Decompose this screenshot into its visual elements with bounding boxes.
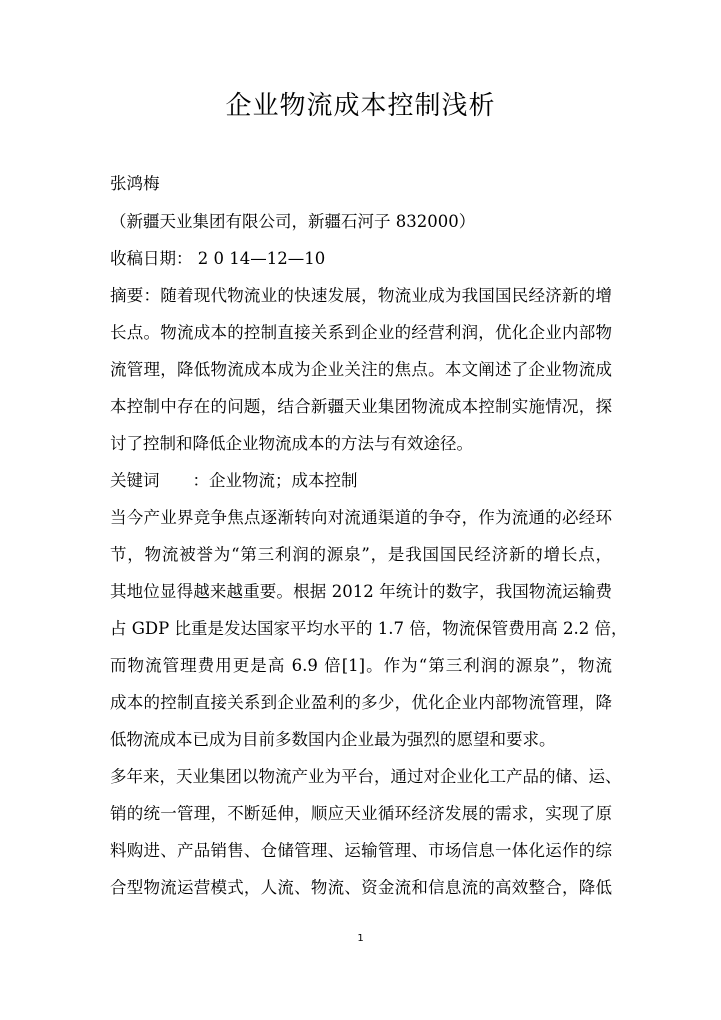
paragraph-line: 销的统一管理，不断延伸，顺应天业循环经济发展的需求，实现了原 — [110, 804, 612, 823]
author-name: 张鸿梅 — [110, 174, 160, 193]
abstract-line: 摘要：随着现代物流业的快速发展，物流业成为我国国民经济新的增 — [110, 286, 612, 305]
paragraph-line: 节，物流被誉为“第三利润的源泉”，是我国国民经济新的增长点， — [110, 545, 612, 564]
paragraph-line: 当今产业界竞争焦点逐渐转向对流通渠道的争夺，作为流通的必经环 — [110, 508, 612, 527]
paragraph-line: 合型物流运营模式，人流、物流、资金流和信息流的高效整合，降低 — [110, 878, 612, 897]
document-title: 企业物流成本控制浅析 — [225, 91, 496, 121]
paragraph-line: 成本的控制直接关系到企业盈利的多少，优化企业内部物流管理，降 — [110, 693, 612, 712]
received-date: 收稿日期： 2 0 14—12—10 — [110, 249, 326, 268]
keywords: 关键词 ：企业物流；成本控制 — [110, 471, 358, 490]
paragraph-line: 低物流成本已成为目前多数国内企业最为强烈的愿望和要求。 — [110, 730, 556, 749]
abstract-line: 长点。物流成本的控制直接关系到企业的经营利润，优化企业内部物 — [110, 323, 612, 342]
paragraph-line: 多年来，天业集团以物流产业为平台，通过对企业化工产品的储、运、 — [110, 767, 622, 786]
abstract-line: 本控制中存在的问题，结合新疆天业集团物流成本控制实施情况，探 — [110, 397, 612, 416]
abstract-line: 讨了控制和降低企业物流成本的方法与有效途径。 — [110, 434, 473, 453]
paragraph-line: 而物流管理费用更是高 6.9 倍[1]。作为“第三利润的源泉”，物流 — [110, 656, 612, 675]
paragraph-line: 料购进、产品销售、仓储管理、运输管理、市场信息一体化运作的综 — [110, 841, 612, 860]
abstract-line: 流管理，降低物流成本成为企业关注的焦点。本文阐述了企业物流成 — [110, 360, 612, 379]
paragraph-line: 占 GDP 比重是发达国家平均水平的 1.7 倍，物流保管费用高 2.2 倍， — [110, 619, 628, 638]
author-affiliation: （新疆天业集团有限公司，新疆石河子 832000） — [110, 212, 476, 231]
page-number: 1 — [357, 933, 364, 944]
paragraph-line: 其地位显得越来越重要。根据 2012 年统计的数字，我国物流运输费 — [110, 582, 612, 601]
